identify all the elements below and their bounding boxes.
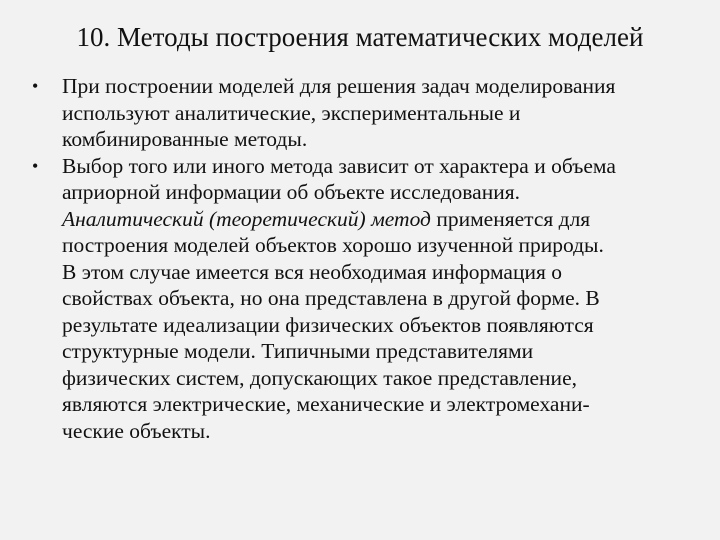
bullet-2-line-6: свойствах объекта, но она представлена в другой форме. В — [62, 286, 600, 310]
bullet-item-1 — [0, 73, 702, 153]
bullet-2-line-10: являются электрические, механические и электромехани- — [62, 392, 590, 416]
bullet-1-line-3: комбинированные методы. — [62, 127, 308, 151]
bullet-2-line-7: результате идеализации физических объектов появляются — [62, 312, 594, 337]
bullet-icon: • — [32, 76, 39, 96]
bullet-1-line-1: При построении моделей для решения задач моделирования — [62, 74, 616, 98]
bullet-2-line-9: физических систем, допускающих такое представление, — [62, 365, 577, 390]
bullet-2-line-11: ческие объекты. — [62, 418, 211, 443]
slide-title: 10. Методы построения математических моделей — [76, 22, 644, 52]
bullet-1-line-2: используют аналитические, экспериментальные и — [62, 100, 521, 125]
bullet-icon: • — [32, 155, 39, 176]
method-term-continuation: применяется для — [430, 206, 591, 231]
bullet-2-line-2: априорной информации об объекте исследования. — [62, 180, 520, 204]
bullet-2-line-1: Выбор того или иного метода зависит от характера и объема — [62, 153, 616, 178]
bullet-2-line-5: В этом случае имеется вся необходимая информация о — [62, 259, 563, 284]
bullet-2-line-8: структурные модели. Типичными представителями — [62, 339, 534, 363]
bullet-list — [0, 73, 720, 444]
method-term: Аналитический (теоретический) метод — [62, 206, 431, 231]
bullet-2-line-4: построения моделей объектов хорошо изученной природы. — [62, 233, 604, 257]
bullet-item-2 — [0, 153, 702, 445]
bullet-2-line-3 — [62, 206, 702, 233]
